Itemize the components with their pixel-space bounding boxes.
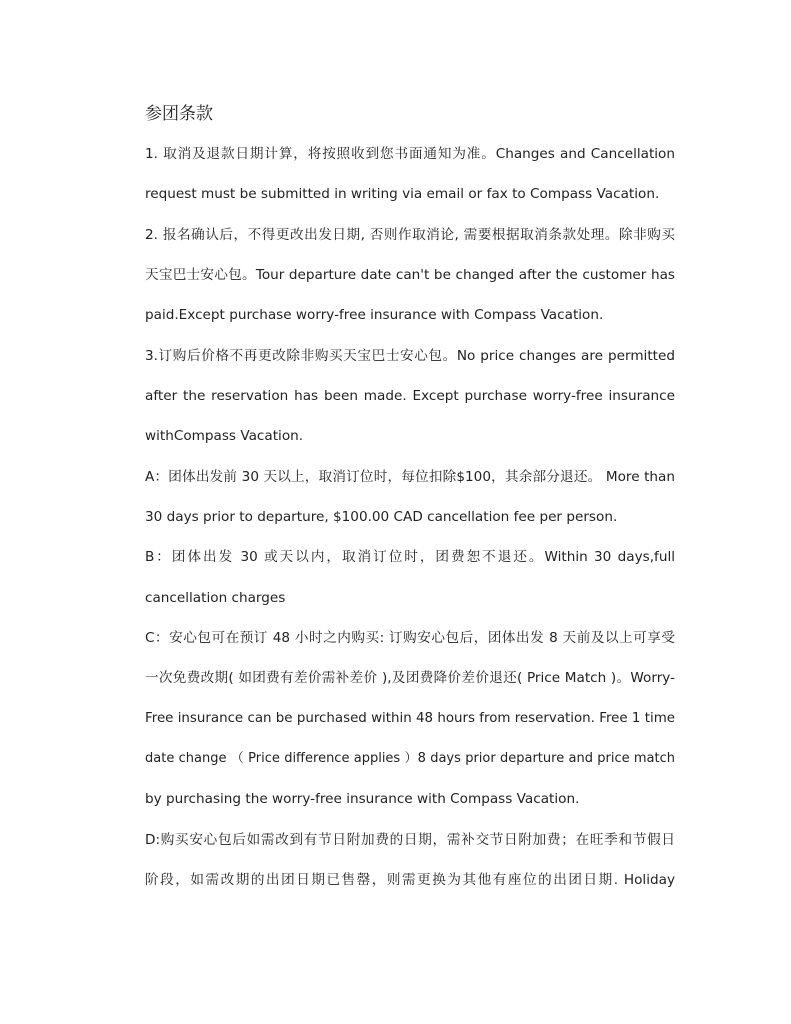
paragraph-line: paid.Except purchase worry-free insurance with Compass Vacation. — [145, 307, 604, 323]
paragraph-line: 2. 报名确认后，不得更改出发日期, 否则作取消论, 需要根据取消条款处理。除非购买 — [145, 227, 675, 243]
paragraph-line: C：安心包可在预订 48 小时之内购买: 订购安心包后，团体出发 8 天前及以上可享受 — [145, 630, 675, 646]
paragraph-line: 3.订购后价格不再更改除非购买天宝巴士安心包。No price changes are permitted — [145, 348, 675, 364]
paragraph-line: 1. 取消及退款日期计算，将按照收到您书面通知为准。Changes and Cancellation — [145, 146, 675, 162]
paragraph-line: D:购买安心包后如需改到有节日附加费的日期，需补交节日附加费；在旺季和节假日 — [145, 832, 675, 848]
paragraph-line: after the reservation has been made. Except purchase worry-free insurance — [145, 388, 675, 404]
paragraph-line: request must be submitted in writing via email or fax to Compass Vacation. — [145, 186, 660, 202]
paragraph-line: Free insurance can be purchased within 48 hours from reservation. Free 1 time — [145, 711, 675, 726]
paragraph-line: A：团体出发前 30 天以上，取消订位时，每位扣除$100，其余部分退还。 More than — [145, 469, 675, 485]
paragraph-line: 阶段，如需改期的出团日期已售罄，则需更换为其他有座位的出团日期. Holiday — [145, 872, 675, 888]
paragraph-line: 天宝巴士安心包。Tour departure date can't be changed after the customer has — [145, 267, 675, 283]
paragraph-line: withCompass Vacation. — [145, 428, 304, 444]
paragraph-line: cancellation charges — [145, 590, 286, 606]
paragraph-line: by purchasing the worry-free insurance with Compass Vacation. — [145, 791, 580, 807]
paragraph-line: 30 days prior to departure, $100.00 CAD cancellation fee per person. — [145, 509, 618, 525]
paragraph-line: B：团体出发 30 或天以内，取消订位时，团费恕不退还。Within 30 days,full — [145, 549, 675, 565]
paragraph-line: date change （ Price difference applies ）8 days prior departure and price match — [145, 751, 675, 766]
document-title: 参团条款 — [145, 104, 213, 124]
paragraph-line: 一次免费改期( 如团费有差价需补差价 ),及团费降价差价退还( Price Match )。Worry- — [145, 670, 675, 686]
